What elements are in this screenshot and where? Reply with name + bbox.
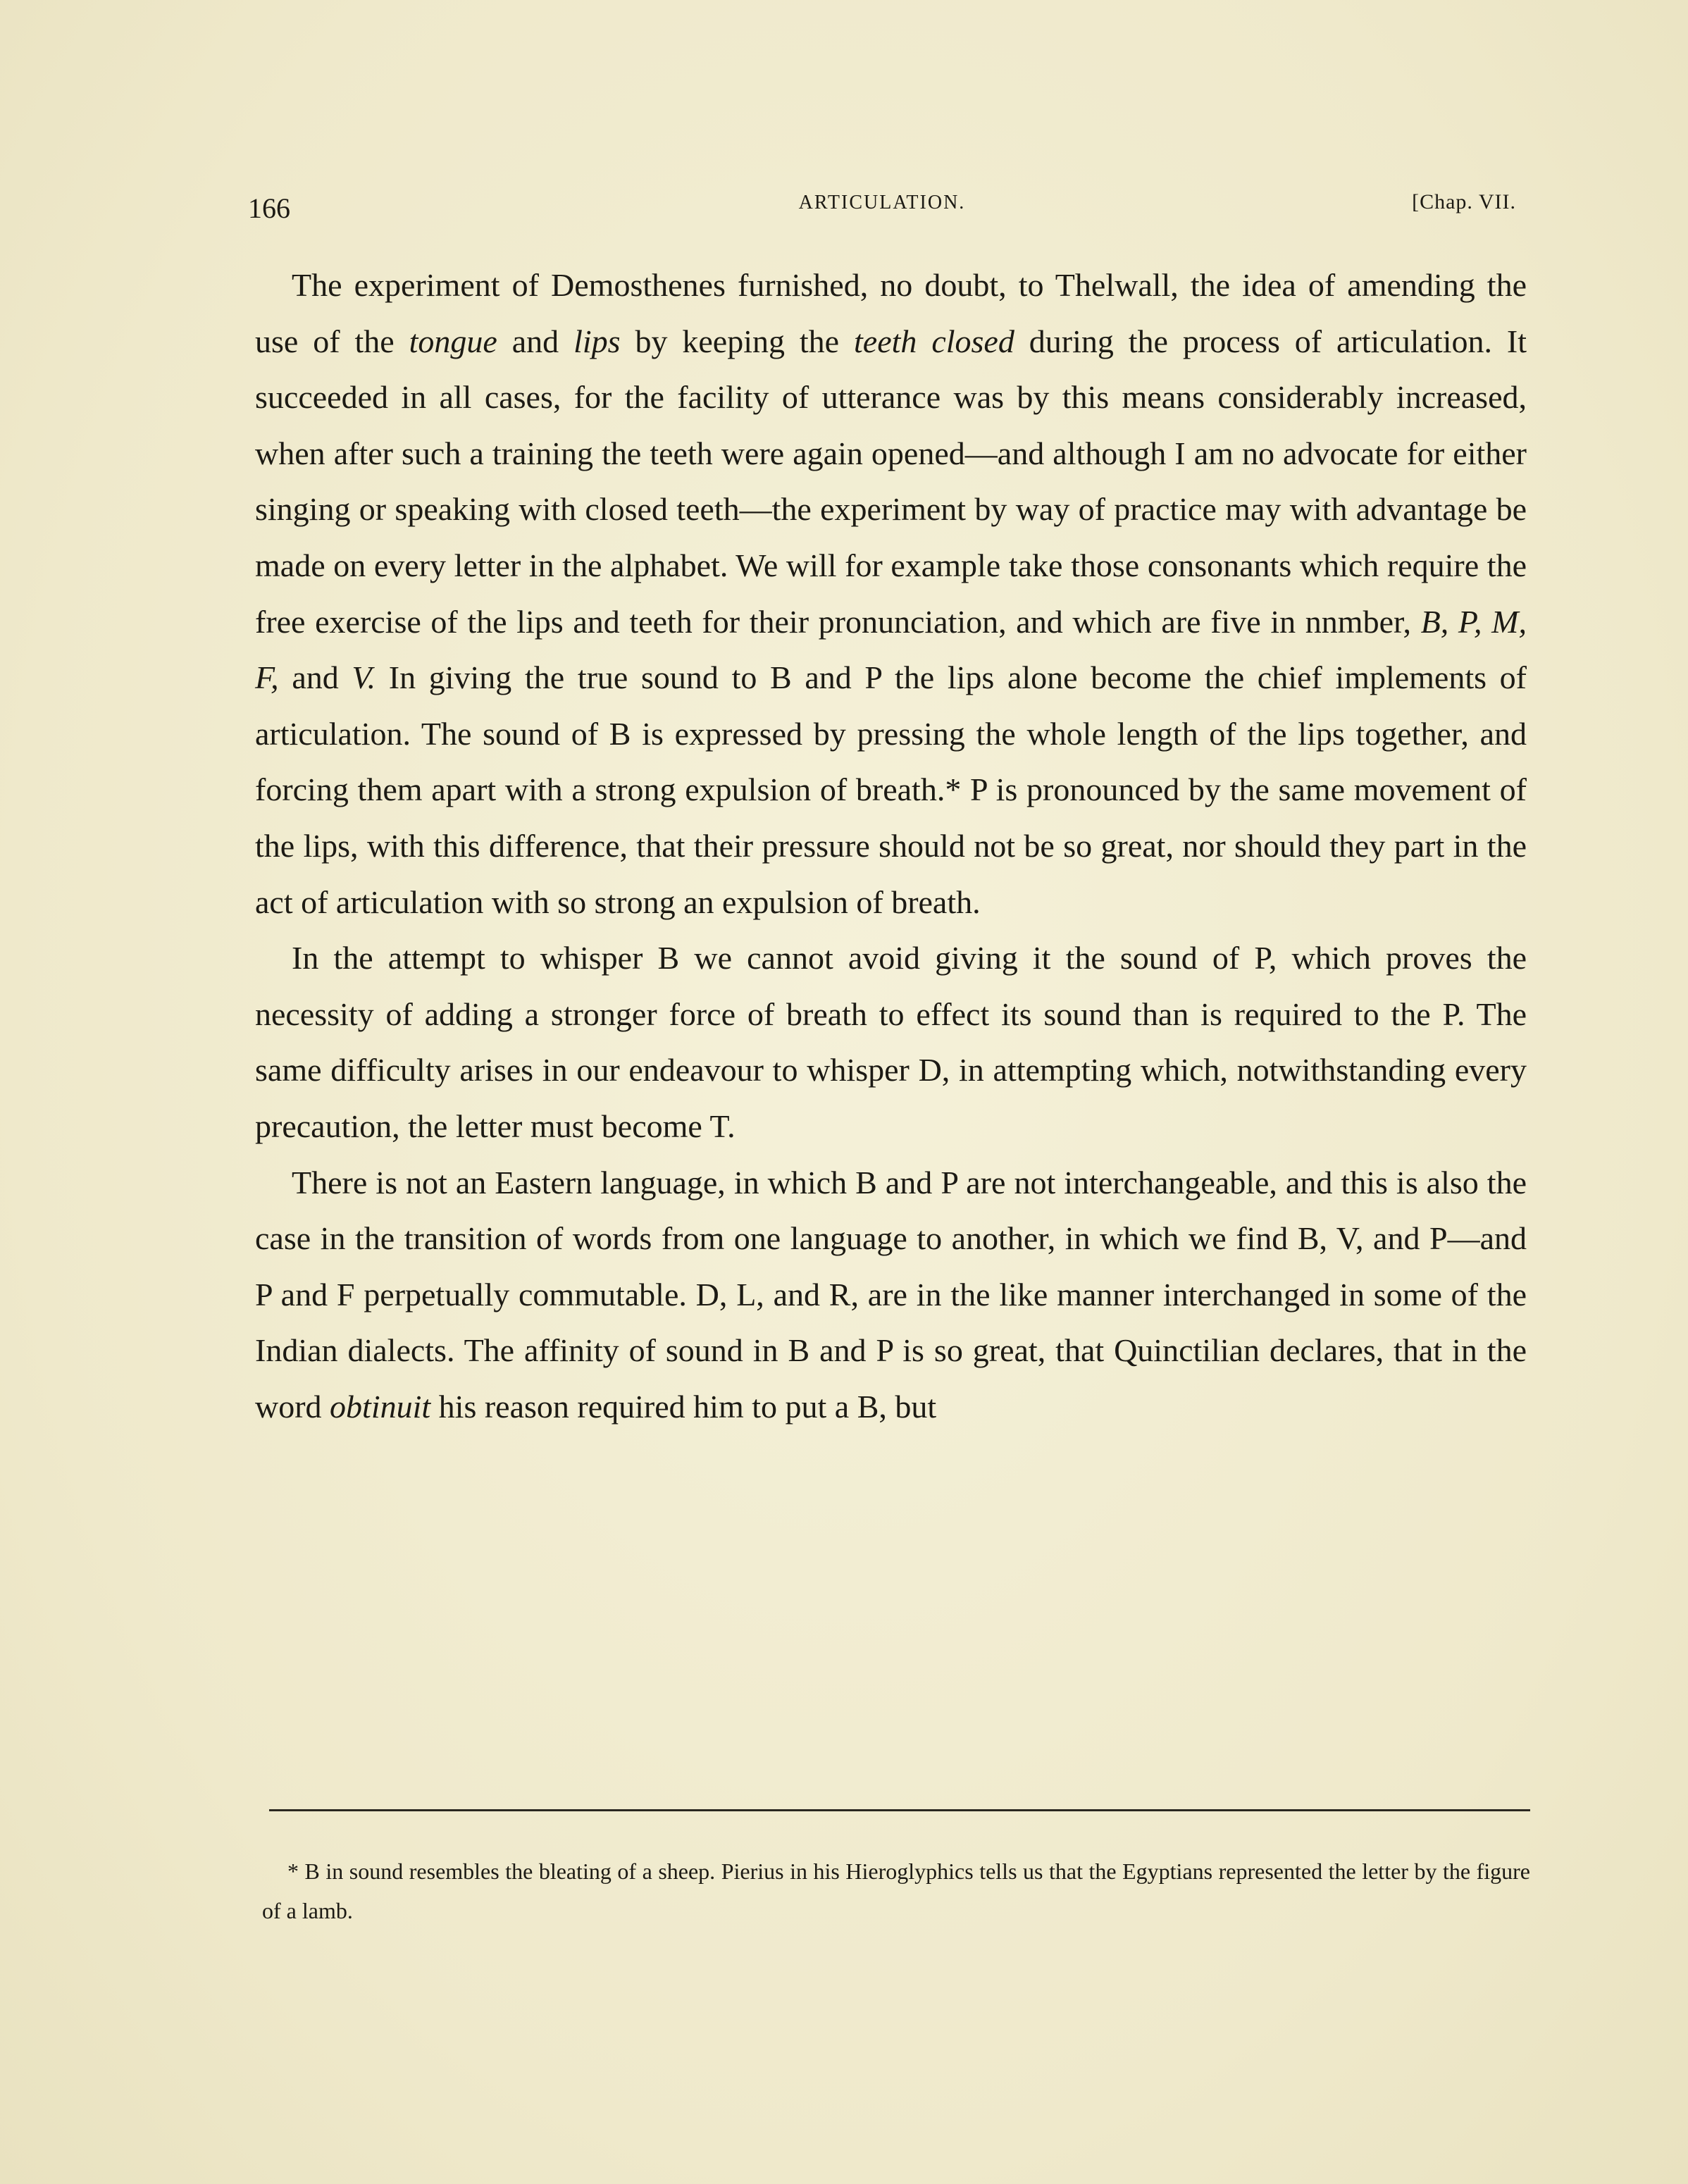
- p1-text-2: and: [497, 323, 574, 359]
- footnote-rule: [269, 1809, 1530, 1811]
- p3-italic-obtinuit: obtinuit: [330, 1388, 431, 1425]
- p1-italic-lips: lips: [573, 323, 621, 359]
- p1-italic-v: V.: [352, 659, 376, 696]
- p3-text-1: There is not an Eastern language, in which B and P are not interchangeable, and this is also the case in the transition of words from one language to another, in which we find B, V, and P—and P and F perpetually commutable. D, L, and R, are in the like manner interchanged in some of the Indian dialects. The affinity of sound in B and P is so great, that Quinctilian declares, that in the word: [255, 1164, 1527, 1425]
- body-text: [255, 257, 1527, 1434]
- p1-italic-tongue: tongue: [409, 323, 497, 359]
- p1-text-4: during the process of articulation. It succeeded in all cases, for the facility of utterance was by this means considerably increased, when after such a training the teeth were again opened—and although I am no advocate for either singing or speaking with closed teeth—the experiment by way of practice may with advantage be made on every letter in the alphabet. We will for example take those consonants which require the free exercise of the lips and teeth for their pronunciation, and which are five in nnmber,: [255, 323, 1527, 640]
- paragraph-1: [255, 257, 1527, 930]
- p1-text-3: by keeping the: [620, 323, 855, 359]
- footnote: [262, 1851, 1530, 1930]
- running-head: [248, 185, 1516, 227]
- paragraph-2: In the attempt to whisper B we cannot avoid giving it the sound of P, which proves the necessity of adding a stronger force of breath to effect its sound than is required to the P. The same difficulty arises in our endeavour to whisper D, in attempting which, notwithstanding every precaution, the letter must become T.: [255, 940, 1527, 1144]
- p1-text-5: and: [278, 659, 352, 696]
- footnote-text: * B in sound resembles the bleating of a sheep. Pierius in his Hieroglyphics tells us that the Egyptians represented the letter by the figure of a lamb.: [262, 1859, 1530, 1923]
- p1-italic-letters: B, P, M, F,: [255, 603, 1527, 696]
- chapter-reference: [Chap. VII.: [1412, 190, 1516, 213]
- paragraph-3: [255, 1155, 1527, 1435]
- p3-text-2: his reason required him to put a B, but: [430, 1388, 937, 1425]
- p1-text-6: In giving the true sound to B and P the lips alone become the chief implements of articulation. The sound of B is expressed by pressing the whole length of the lips together, and forcing them apart with a strong expulsion of breath.* P is pronounced by the same movement of the lips, with this difference, that their pressure should not be so great, nor should they part in the act of articulation with so strong an expulsion of breath.: [255, 659, 1527, 920]
- p1-text-1: The experiment of Demosthenes furnished, no doubt, to Thelwall, the idea of amending the use of the: [255, 267, 1527, 359]
- p1-italic-teeth-closed: teeth closed: [854, 323, 1014, 359]
- running-title: ARTICULATION.: [798, 192, 966, 213]
- page-number: 166: [248, 192, 290, 224]
